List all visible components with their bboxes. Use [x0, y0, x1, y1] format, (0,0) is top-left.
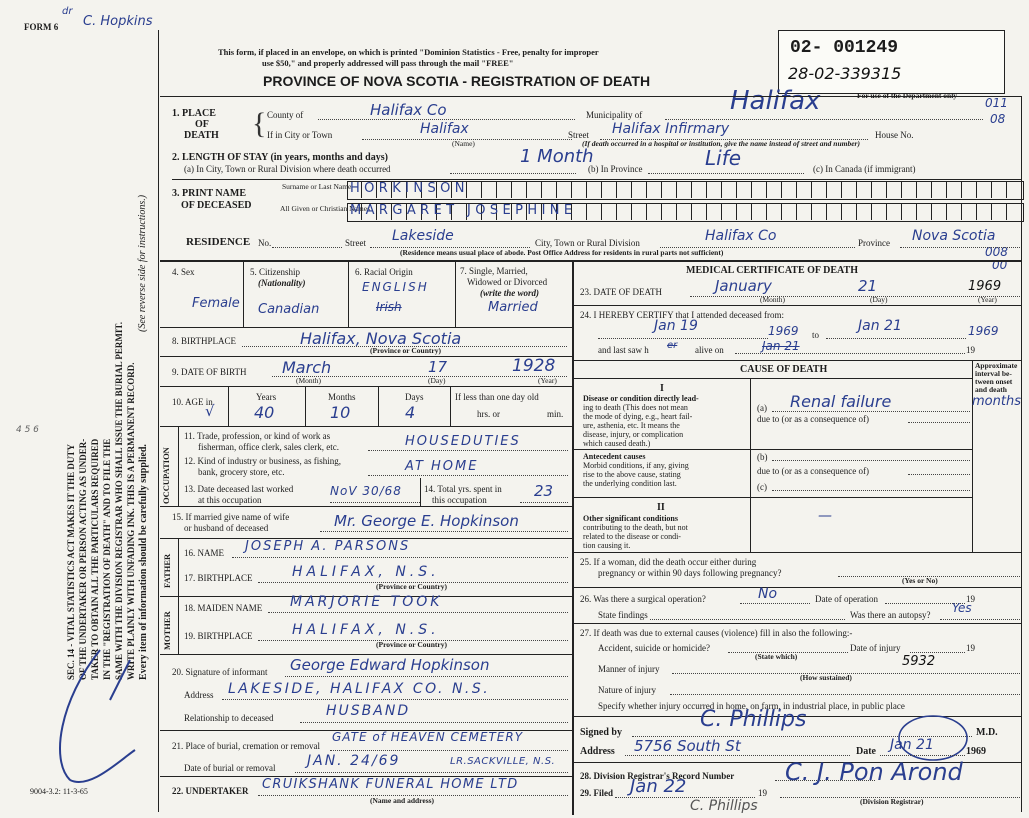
marital-label-3: (write the word)	[480, 288, 540, 298]
birthplace-label: 8. BIRTHPLACE	[172, 336, 236, 346]
street-label: Street	[568, 130, 589, 140]
father-birthplace-caption: (Province or Country)	[376, 582, 447, 591]
given-label: All Given or Christian Names	[280, 204, 370, 213]
age-check-mark: √	[205, 402, 215, 420]
cause-header: CAUSE OF DEATH	[740, 364, 828, 375]
date-op-year: 19	[966, 594, 975, 604]
cause-c-label: (c)	[757, 482, 767, 492]
cause-a-value: Renal failure	[790, 392, 892, 411]
medical-header: MEDICAL CERTIFICATE OF DEATH	[686, 265, 858, 276]
form-number: FORM 6	[24, 22, 59, 32]
citizenship-label: 5. Citizenship	[250, 267, 300, 277]
residence-city-value: Halifax Co	[705, 228, 777, 244]
county-label: County of	[267, 110, 304, 120]
dod-month: January	[715, 277, 772, 295]
antecedent-label-1: Antecedent causes	[583, 452, 646, 461]
attended-to-year: 1969	[968, 324, 999, 338]
occupation-section-label: OCCUPATION	[161, 447, 171, 504]
industry-label-2: bank, grocery store, etc.	[198, 467, 285, 477]
mother-birthplace-caption: (Province or Country)	[376, 640, 447, 649]
state-findings-label: State findings	[598, 610, 648, 620]
name-label-1: 3. PRINT NAME	[172, 188, 246, 199]
signed-date-value: Jan 21	[890, 737, 934, 753]
department-label: For use of the Department only	[857, 91, 958, 100]
marital-value: Married	[488, 300, 538, 315]
length-of-stay-label: 2. LENGTH OF STAY (in years, months and days)	[172, 152, 388, 163]
certify-label: 24. I HEREBY CERTIFY that I attended deceased from:	[580, 310, 784, 320]
age-months: 10	[330, 403, 351, 422]
mother-maiden-label: 18. MAIDEN NAME	[184, 603, 263, 613]
cause-a-label: (a)	[757, 403, 767, 413]
min-label: min.	[547, 409, 564, 419]
city-name-caption: (Name)	[452, 139, 475, 148]
stay-c-label: (c) In Canada (if immigrant)	[813, 164, 916, 174]
disease-label-5: disease, injury, or complication	[583, 430, 684, 439]
department-code-2: 08	[990, 112, 1006, 126]
bottom-signature-note: C. Phillips	[690, 798, 758, 814]
place-of-death-label: 1. PLACE	[172, 108, 216, 119]
disease-label-3: the mode of dying, e.g., heart fail-	[583, 412, 693, 421]
last-seen-label: and last saw h	[598, 345, 649, 355]
alive-on-label: alive on	[695, 345, 724, 355]
informant-sig-label: 20. Signature of informant	[172, 667, 268, 677]
document-title: PROVINCE OF NOVA SCOTIA - REGISTRATION OF DEATH	[263, 73, 651, 89]
marital-label-1: 7. Single, Married,	[460, 266, 528, 276]
residence-city-label: City, Town or Rural Division	[535, 238, 640, 248]
other-label-1: Other significant conditions	[583, 514, 678, 523]
filed-label: 29. Filed	[580, 788, 613, 798]
surgical-label: 26. Was there a surgical operation?	[580, 594, 706, 604]
autopsy-value: Yes	[952, 601, 972, 615]
to-label: to	[812, 330, 820, 340]
dob-month-caption: (Month)	[296, 376, 321, 385]
corner-note: C. Hopkins	[83, 14, 153, 29]
stay-a-label: (a) In City, Town or Rural Division where death occurred	[184, 164, 391, 174]
racial-value: ENGLISH	[362, 280, 429, 294]
dod-month-caption: (Month)	[760, 295, 785, 304]
burial-date-label: Date of burial or removal	[184, 763, 276, 773]
yes-no-caption: (Yes or No)	[902, 576, 938, 585]
signer-address-value: 5756 South St	[634, 737, 741, 755]
given-name-value: MARGARET JOSEPHINE	[350, 203, 577, 218]
spouse-label-1: 15. If married give name of wife	[172, 512, 290, 522]
residence-street-value: Lakeside	[392, 228, 454, 244]
dob-day: 17	[428, 358, 448, 376]
date-op-label: Date of operation	[815, 594, 878, 604]
residence-no-label: No.	[258, 238, 272, 248]
signed-date-year: 1969	[966, 746, 986, 757]
dob-year-caption: (Year)	[538, 376, 557, 385]
disease-label-4: ure, asthenia, etc. It means the	[583, 421, 680, 430]
registrar-signature: C. J. Pon Arond	[785, 758, 963, 786]
spouse-value: Mr. George E. Hopkinson	[334, 512, 519, 530]
other-label-3: related to the disease or condi-	[583, 532, 681, 541]
department-code-4: 00	[992, 258, 1008, 272]
last-seen-struck: er	[667, 340, 678, 351]
signer-address-label: Address	[580, 746, 615, 757]
alive-on-value: Jan 21	[762, 339, 800, 353]
place-of-death-label-death: DEATH	[184, 130, 219, 141]
roman-2: II	[657, 502, 665, 513]
disease-label-1: Disease or condition directly lead-	[583, 394, 699, 403]
dob-day-caption: (Day)	[428, 376, 446, 385]
informant-address-label: Address	[184, 690, 214, 700]
relationship-value: HUSBAND	[326, 703, 411, 719]
pregnancy-label-1: 25. If a woman, did the death occur either during	[580, 557, 757, 567]
city-label: If in City or Town	[267, 130, 333, 140]
act-text-7: Every item of information should be carefully supplied.	[138, 444, 149, 680]
attended-from-year: 1969	[768, 324, 799, 338]
antecedent-label-4: the underlying condition last.	[583, 479, 677, 488]
signed-date-label: Date	[856, 746, 876, 757]
municipality-label: Municipality of	[586, 110, 643, 120]
days-label: Days	[405, 392, 424, 402]
racial-label: 6. Racial Origin	[355, 267, 413, 277]
act-text-8: (See reverse side for instructions.)	[137, 194, 148, 332]
burial-date-value: JAN. 24/69	[307, 753, 401, 769]
informant-signature: George Edward Hopkinson	[290, 656, 490, 674]
interval-header-2: interval be-	[975, 369, 1012, 378]
act-text-5: SAME WITH THE DIVISION REGISTRAR WHO SHALL ISSUE THE BURIAL PERMIT.	[114, 321, 124, 680]
registrar-caption: (Division Registrar)	[860, 797, 924, 806]
dob-year: 1928	[512, 356, 556, 376]
signed-by-label: Signed by	[580, 727, 622, 738]
last-worked-label-1: 13. Date deceased last worked	[184, 484, 294, 494]
age-label: 10. AGE in	[172, 397, 213, 407]
registration-number: 02- 001249	[790, 38, 899, 58]
act-text-4: IN THE "REGISTRATION OF DEATH" AND TO FILE THE	[102, 438, 112, 680]
informant-address-value: LAKESIDE, HALIFAX CO. N.S.	[228, 681, 491, 697]
racial-struck: Irish	[376, 300, 402, 314]
side-mark: 4 5 6	[16, 425, 39, 435]
corner-note-small: dr	[62, 6, 73, 17]
place-of-death-label-of: OF	[195, 119, 209, 130]
trade-label-2: fisherman, office clerk, sales clerk, etc.	[198, 442, 340, 452]
mother-birthplace-value: HALIFAX, N.S.	[292, 622, 440, 638]
dob-label: 9. DATE OF BIRTH	[172, 367, 247, 377]
father-section-label: FATHER	[162, 553, 172, 588]
accident-label: Accident, suicide or homicide?	[598, 643, 710, 653]
print-code: 9004-3.2: 11-3-65	[30, 787, 88, 796]
birthplace-caption: (Province or Country)	[370, 346, 441, 355]
total-yrs-value: 23	[534, 482, 554, 500]
manner-code: 5932	[902, 654, 936, 669]
interval-header-1: Approximate	[975, 361, 1018, 370]
mail-notice-line-2: use $50," and properly addressed will pass through the mail "FREE"	[262, 58, 514, 68]
city-value: Halifax	[420, 121, 469, 137]
undertaker-caption: (Name and address)	[370, 796, 435, 805]
total-yrs-label-2: this occupation	[432, 495, 487, 505]
manner-label: Manner of injury	[598, 664, 660, 674]
years-label: Years	[256, 392, 277, 402]
due-to-label-2: due to (or as a consequence of)	[757, 466, 869, 476]
mother-birthplace-label: 19. BIRTHPLACE	[184, 631, 253, 641]
other-label-2: contributing to the death, but not	[583, 523, 688, 532]
sidebar-divider	[158, 30, 159, 812]
months-label: Months	[328, 392, 356, 402]
total-yrs-label-1: 14. Total yrs. spent in	[424, 484, 502, 494]
stay-b-value: Life	[705, 146, 742, 170]
burial-date-note: LR.SACKVILLE, N.S.	[450, 756, 556, 767]
stay-a-value: 1 Month	[520, 146, 594, 167]
attended-from-date: Jan 19	[654, 318, 698, 334]
autopsy-label: Was there an autopsy?	[850, 610, 931, 620]
dob-month: March	[282, 358, 332, 377]
dod-day-caption: (Day)	[870, 295, 888, 304]
cause-b-label: (b)	[757, 452, 768, 462]
spouse-label-2: or husband of deceased	[184, 523, 269, 533]
name-label-2: OF DECEASED	[181, 200, 252, 211]
antecedent-label-3: rise to the above cause, stating	[583, 470, 681, 479]
mother-section-label: MOTHER	[162, 611, 172, 650]
municipality-value: Halifax	[730, 86, 821, 116]
surname-value: HORKINSON	[350, 181, 469, 196]
other-label-4: tion causing it.	[583, 541, 631, 550]
father-birthplace-value: HALIFAX, N.S.	[292, 564, 440, 580]
age-days: 4	[405, 403, 416, 422]
residence-province-label: Province	[858, 238, 890, 248]
burial-place-value: GATE of HEAVEN CEMETERY	[332, 730, 524, 744]
industry-value: AT HOME	[405, 459, 479, 474]
act-text-2: OF THE UNDERTAKER OR PERSON ACTING AS UNDER-	[78, 438, 88, 680]
county-value: Halifax Co	[370, 101, 447, 119]
interval-header-3: tween onset	[975, 377, 1013, 386]
interval-header-4: and death	[975, 385, 1007, 394]
place-brace: {	[252, 107, 267, 140]
external-label: 27. If death was due to external causes (violence) fill in also the following:-	[580, 628, 853, 638]
hospital-note: (If death occurred in a hospital or institution, give the name instead of street and number)	[582, 139, 860, 148]
mail-notice-line-1: This form, if placed in an envelope, on which is printed "Dominion Statistics - Free, penalty for improper	[218, 47, 599, 57]
dod-year: 1969	[968, 279, 1002, 294]
residence-note: (Residence means usual place of abode. Post Office Address for residents in rural parts not sufficient)	[400, 248, 724, 257]
act-text-6: WRITE PLAINLY WITH UNFADING INK. THIS IS A PERMANENT RECORD.	[126, 362, 136, 680]
burial-place-label: 21. Place of burial, cremation or removal	[172, 741, 320, 751]
less-than-day-label: If less than one day old	[455, 392, 539, 402]
due-to-label-1: due to (or as a consequence of)	[757, 414, 869, 424]
industry-label-1: 12. Kind of industry or business, as fishing,	[184, 456, 341, 466]
department-number: 28-02-339315	[788, 64, 902, 83]
birthplace-value: Halifax, Nova Scotia	[300, 329, 462, 348]
stay-b-label: (b) In Province	[588, 164, 643, 174]
father-name-value: JOSEPH A. PARSONS	[245, 539, 411, 554]
trade-label-1: 11. Trade, profession, or kind of work as	[184, 431, 331, 441]
hrs-label: hrs. or	[477, 409, 500, 419]
specify-label: Specify whether injury occurred in home, on farm, in industrial place, in public place	[598, 701, 905, 711]
residence-street-label: Street	[345, 238, 366, 248]
dod-day: 21	[858, 277, 878, 295]
marital-label-2: Widowed or Divorced	[467, 277, 548, 287]
street-value: Halifax Infirmary	[612, 121, 730, 137]
disease-label-2: ing to death (This does not mean	[583, 403, 688, 412]
last-worked-label-2: at this occupation	[198, 495, 262, 505]
date-of-death-label: 23. DATE OF DEATH	[580, 287, 662, 297]
sex-value: Female	[192, 296, 240, 311]
mother-maiden-value: MARJORIE TOOK	[290, 594, 443, 610]
antecedent-label-2: Morbid conditions, if any, giving	[583, 461, 689, 470]
date-injury-label: Date of injury	[850, 643, 901, 653]
filed-year: 19	[758, 788, 767, 798]
md-label: M.D.	[976, 727, 998, 738]
undertaker-label: 22. UNDERTAKER	[172, 786, 249, 796]
citizenship-sub: (Nationality)	[258, 278, 306, 288]
last-worked-value: NoV 30/68	[330, 484, 402, 498]
pregnancy-label-2: pregnancy or within 90 days following pregnancy?	[598, 568, 782, 578]
residence-label: RESIDENCE	[186, 236, 251, 248]
handwritten-initial	[40, 640, 150, 800]
age-years: 40	[254, 403, 275, 422]
filed-value: Jan 22	[630, 776, 687, 797]
record-number-label: 28. Division Registrar's Record Number	[580, 771, 735, 781]
undertaker-value: CRUIKSHANK FUNERAL HOME LTD	[262, 777, 519, 792]
father-birthplace-label: 17. BIRTHPLACE	[184, 573, 253, 583]
state-which-caption: (State which)	[755, 652, 798, 661]
date-injury-year: 19	[966, 643, 975, 653]
department-code-3: 008	[985, 245, 1008, 259]
roman-1: I	[660, 383, 664, 394]
how-sustained-caption: (How sustained)	[800, 673, 852, 682]
alive-year: 19	[966, 345, 975, 355]
department-code-1: 011	[985, 96, 1008, 110]
dod-year-caption: (Year)	[978, 295, 997, 304]
signed-by-value: C. Phillips	[700, 707, 807, 732]
act-text-1: SEC. 14 - VITAL STATISTICS ACT MAKES IT THE DUTY	[66, 444, 76, 680]
surname-label: Surname or Last Name	[282, 182, 352, 191]
sex-label: 4. Sex	[172, 267, 195, 277]
nature-label: Nature of injury	[598, 685, 656, 695]
disease-label-6: which caused death.)	[583, 439, 651, 448]
trade-value: HOUSEDUTIES	[405, 434, 521, 449]
father-name-label: 16. NAME	[184, 548, 224, 558]
attended-to-date: Jan 21	[858, 318, 902, 334]
other-dash: —	[818, 508, 832, 524]
citizenship-value: Canadian	[258, 302, 320, 317]
act-text-3: TAKER TO OBTAIN ALL THE PARTICULARS REQUIRED	[90, 438, 100, 680]
cause-a-interval: months	[972, 394, 1021, 409]
surgical-value: No	[758, 586, 778, 602]
residence-province-value: Nova Scotia	[912, 228, 996, 244]
relationship-label: Relationship to deceased	[184, 713, 274, 723]
house-label: House No.	[875, 130, 914, 140]
